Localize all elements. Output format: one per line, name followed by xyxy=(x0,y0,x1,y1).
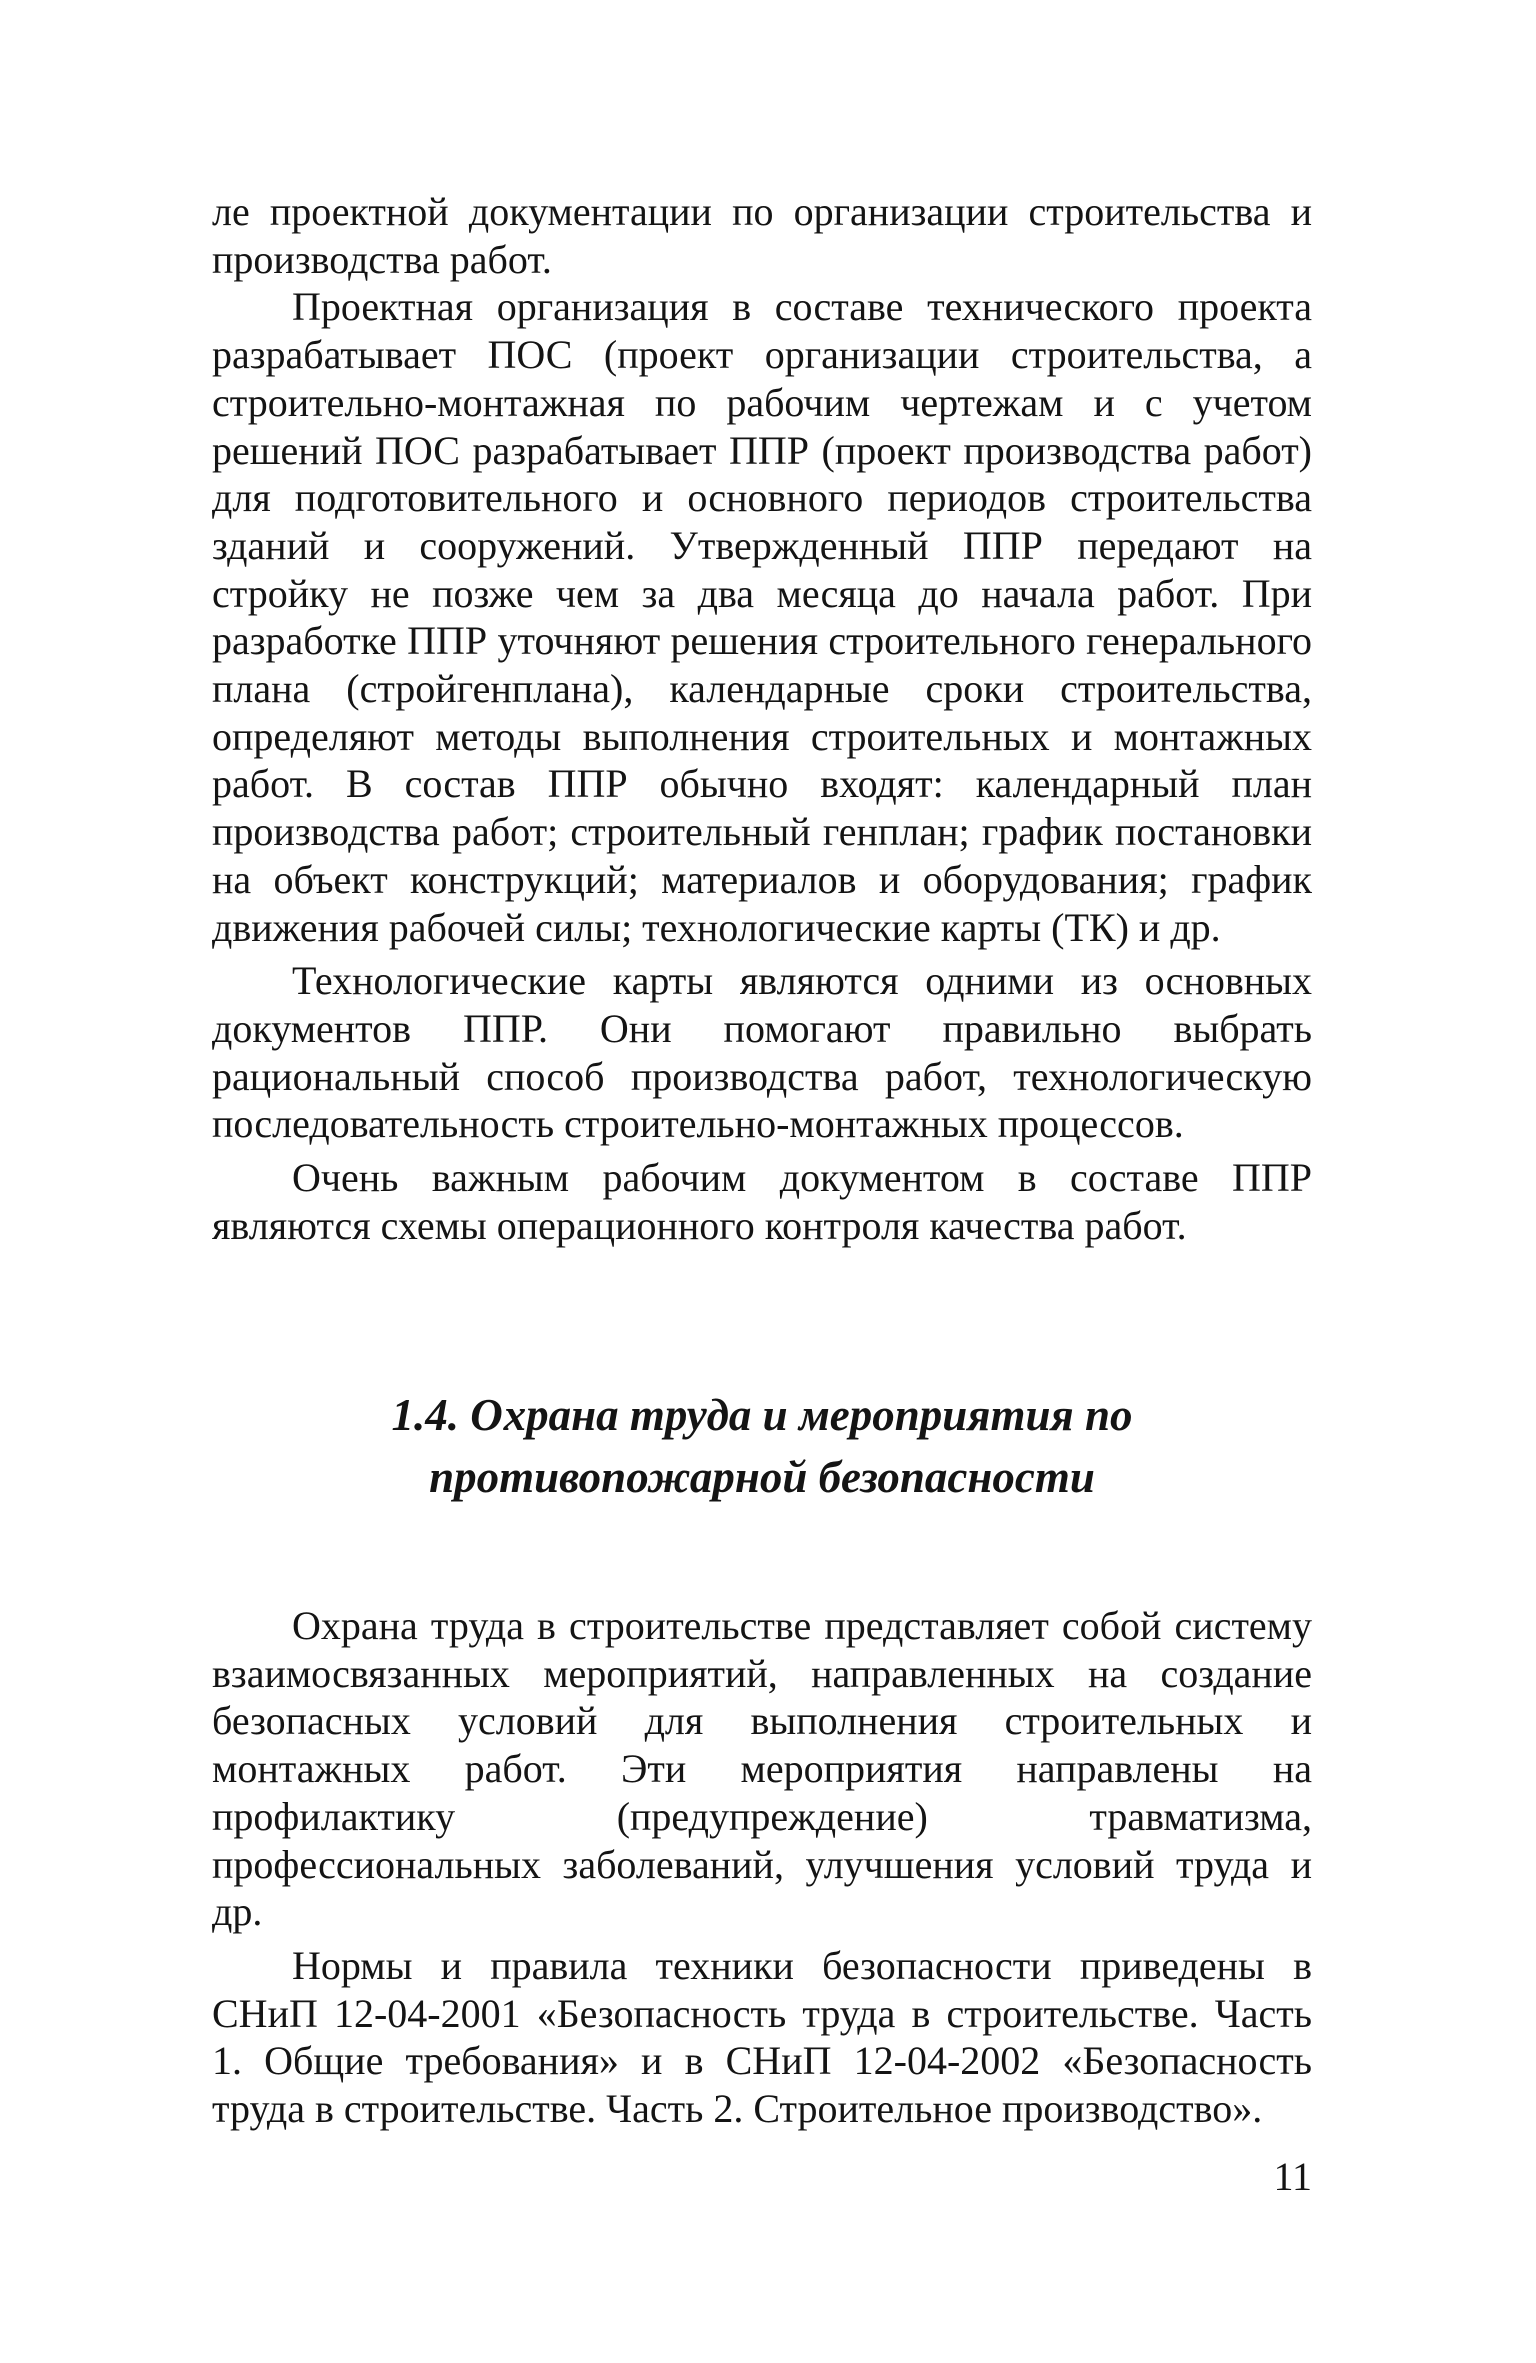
section-heading xyxy=(212,1384,1312,1508)
paragraph-snip-norms: Нормы и правила техники безопасности приведены в СНиП 12-04-2001 «Безопасность труда в строительстве. Часть 1. Общие требования» и в СНиП 12-04-2002 «Безопасность труда в строительстве. Часть 2. Строительное производство». xyxy=(212,1942,1312,2132)
paragraph-quality-control: Очень важным рабочим документом в составе ППР являются схемы операционного контроля качества работ. xyxy=(212,1155,1312,1248)
paragraph-pos-ppr: Проектная организация в составе технического проекта разрабатывает ПОС (проект организации строительства, а строительно-монтажная по рабочим чертежам и с учетом решений ПОС разрабатывает ППР (проект производства работ) для подготовительного и основного периодов строительства зданий и сооружений. Утвержденный ППР передают на стройку не позже чем за два месяца до начала работ. При разработке ППР уточняют решения строительного генерального плана (стройгенплана), календарные сроки строительства, определяют методы выполнения строительных и монтажных работ. В состав ППР обычно входят: календарный план производства работ; строительный генплан; график постановки на объект конструкций; материалов и оборудования; график движения рабочей силы; технологические карты (ТК) и др. xyxy=(212,284,1312,950)
paragraph-labor-protection: Охрана труда в строительстве представляет собой систему взаимосвязанных мероприятий, направленных на создание безопасных условий для выполнения строительных и монтажных работ. Эти мероприятия направлены на профилактику (предупреждение) травматизма, профессиональных заболеваний, улучшения условий труда и др. xyxy=(212,1603,1312,1935)
text-block-bottom xyxy=(212,1602,1312,2133)
paragraph-continuation: ле проектной документации по организации строительства и производства работ. xyxy=(212,189,1312,282)
page-number: 11 xyxy=(1273,2154,1312,2199)
section-heading-line2: противопожарной безопасности xyxy=(429,1452,1095,1502)
section-heading-line1: 1.4. Охрана труда и мероприятия по xyxy=(391,1390,1133,1440)
paragraph-tech-cards: Технологические карты являются одними из основных документов ППР. Они помогают правильно выбрать рациональный способ производства работ, технологическую последовательность строительно-монтажных процессов. xyxy=(212,958,1312,1147)
text-block-top xyxy=(212,188,1312,1249)
